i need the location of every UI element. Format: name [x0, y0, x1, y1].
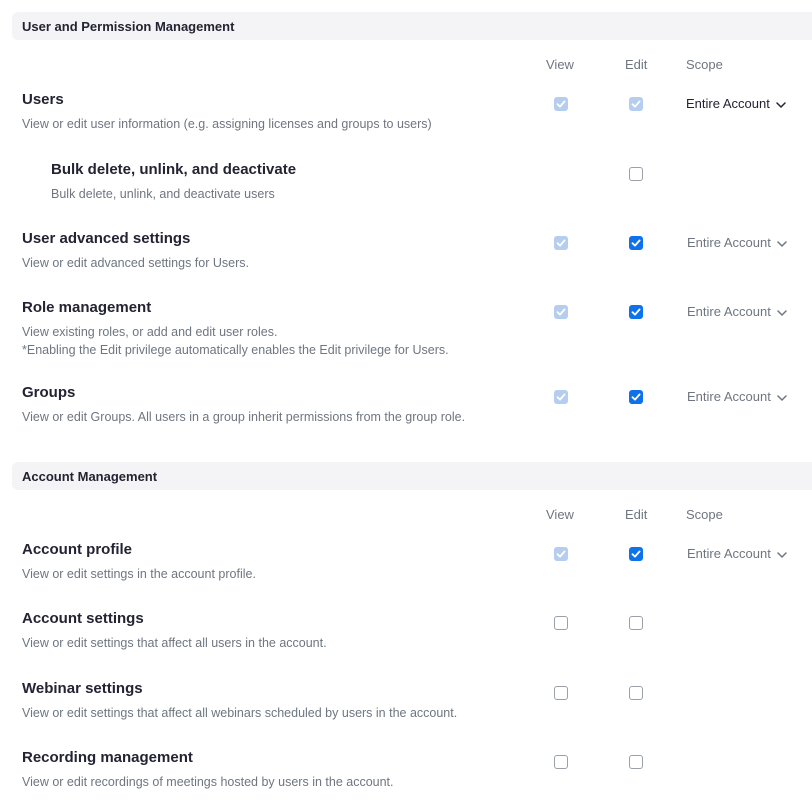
- section-title: Account Management: [22, 469, 158, 484]
- scope-value: Entire Account: [687, 546, 771, 561]
- edit-checkbox[interactable]: [629, 305, 643, 319]
- view-checkbox: [554, 97, 568, 111]
- permission-title: Account settings: [22, 610, 144, 627]
- scope-dropdown[interactable]: [686, 96, 786, 112]
- edit-checkbox[interactable]: [629, 755, 643, 769]
- edit-checkbox[interactable]: [629, 686, 643, 700]
- scope-value: Entire Account: [687, 235, 771, 250]
- chevron-down-icon: [777, 305, 787, 320]
- permission-description: View or edit settings that affect all users in the account.: [22, 636, 327, 650]
- edit-checkbox[interactable]: [629, 547, 643, 561]
- edit-checkbox[interactable]: [629, 167, 643, 181]
- permission-description: View or edit user information (e.g. assigning licenses and groups to users): [22, 117, 432, 131]
- permission-description: View or edit Groups. All users in a group inherit permissions from the group role.: [22, 410, 466, 424]
- permission-description: View or edit advanced settings for Users.: [22, 256, 249, 270]
- permission-title: User advanced settings: [22, 230, 191, 247]
- permission-title: Account profile: [22, 541, 133, 558]
- column-header-scope: Scope: [686, 507, 723, 522]
- permission-description: View existing roles, or add and edit user roles.: [22, 325, 278, 339]
- scope-value: Entire Account: [687, 389, 771, 404]
- chevron-down-icon: [777, 547, 787, 562]
- permission-title: Groups: [22, 384, 76, 401]
- scope-value: Entire Account: [687, 304, 771, 319]
- view-checkbox: [554, 236, 568, 250]
- chevron-down-icon: [777, 236, 787, 251]
- scope-dropdown[interactable]: [687, 235, 787, 251]
- view-checkbox[interactable]: [554, 686, 568, 700]
- column-header-view: View: [546, 57, 574, 72]
- scope-value: Entire Account: [686, 96, 770, 111]
- scope-dropdown[interactable]: [687, 389, 787, 405]
- permission-title: Role management: [22, 299, 152, 316]
- column-header-scope: Scope: [686, 57, 723, 72]
- edit-checkbox[interactable]: [629, 616, 643, 630]
- permission-title: Recording management: [22, 749, 193, 766]
- view-checkbox[interactable]: [554, 755, 568, 769]
- section-header: [12, 462, 812, 490]
- edit-checkbox[interactable]: [629, 390, 643, 404]
- scope-dropdown[interactable]: [687, 304, 787, 320]
- chevron-down-icon: [777, 390, 787, 405]
- scope-dropdown[interactable]: [687, 546, 787, 562]
- permission-title: Users: [22, 91, 64, 108]
- edit-checkbox: [629, 97, 643, 111]
- permission-title: Webinar settings: [22, 680, 143, 697]
- column-header-view: View: [546, 507, 574, 522]
- column-header-edit: Edit: [625, 57, 648, 72]
- view-checkbox: [554, 390, 568, 404]
- column-header-edit: Edit: [625, 507, 648, 522]
- view-checkbox: [554, 305, 568, 319]
- edit-checkbox[interactable]: [629, 236, 643, 250]
- permission-description: View or edit settings in the account profile.: [22, 567, 256, 581]
- chevron-down-icon: [776, 97, 786, 112]
- permission-description: *Enabling the Edit privilege automatically enables the Edit privilege for Users.: [22, 343, 449, 357]
- section-title: User and Permission Management: [22, 19, 235, 34]
- section-header: [12, 12, 812, 40]
- permission-description: View or edit settings that affect all webinars scheduled by users in the account.: [22, 706, 458, 720]
- view-checkbox: [554, 547, 568, 561]
- view-checkbox[interactable]: [554, 616, 568, 630]
- permission-description: View or edit recordings of meetings hosted by users in the account.: [22, 775, 394, 789]
- permission-title: Bulk delete, unlink, and deactivate: [51, 161, 297, 178]
- permission-description: Bulk delete, unlink, and deactivate users: [51, 187, 275, 201]
